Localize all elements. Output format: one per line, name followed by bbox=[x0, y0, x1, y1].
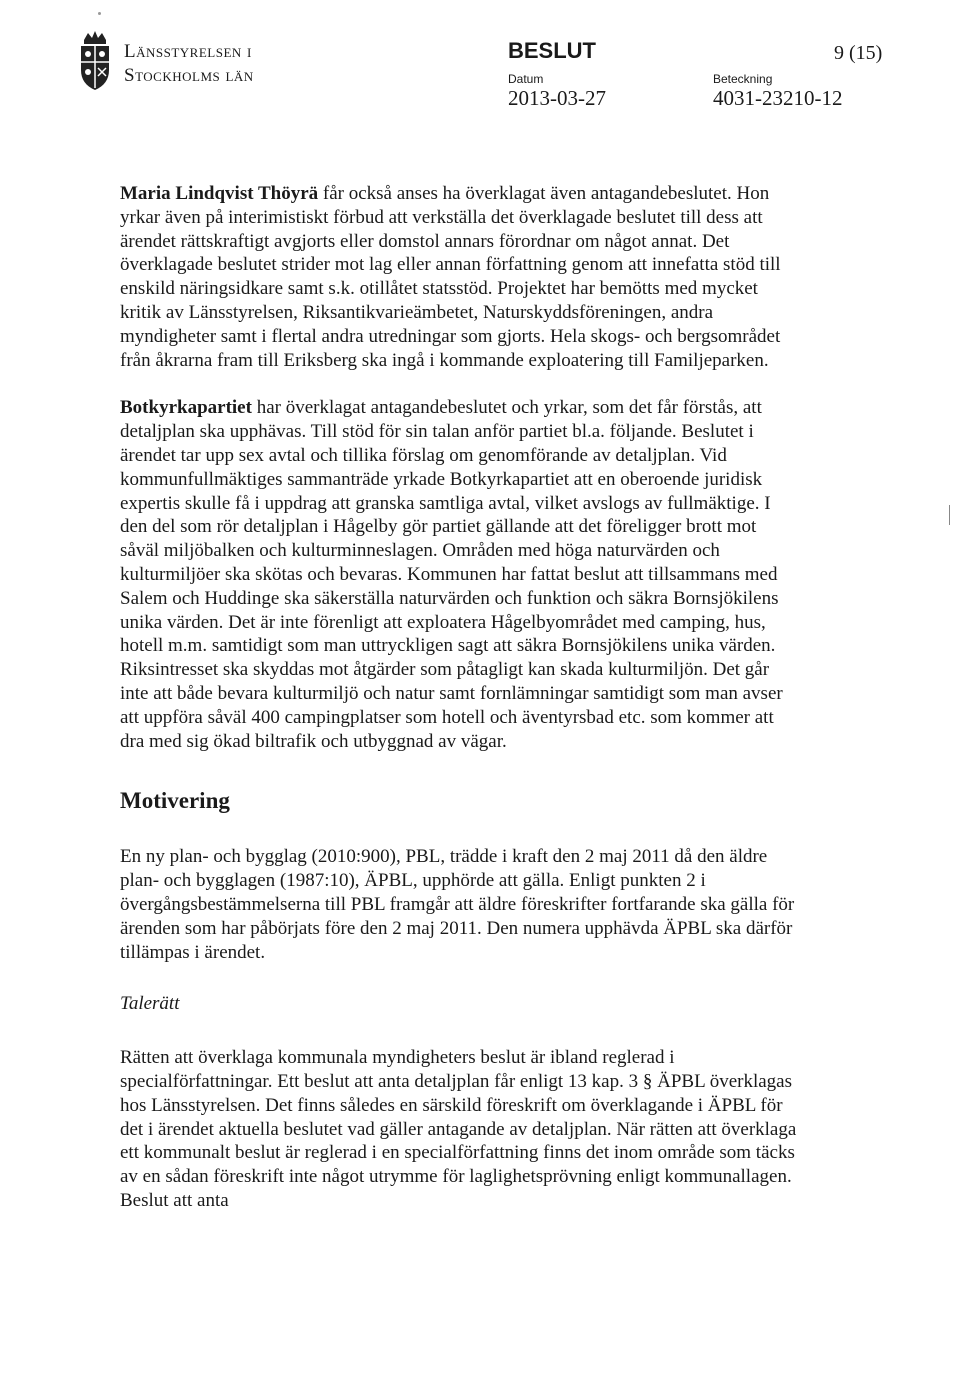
margin-mark bbox=[949, 505, 950, 525]
paragraph-text: får också anses ha överklagat även antagandebeslutet. Hon yrkar även på interimistiskt förbud att verkställa det överklagade beslutet till dess att ärendet rättskraftigt avgjorts eller domstol annars förordnar om något annat. Det överklagade beslutet strider mot lag eller annan författning genom att innefatta stöd till enskild näringsidkare samt s.k. otillåtet statsstöd. Projektet har bemötts med mycket kritik av Länsstyrelsen, Riksantikvarieämbetet, Naturskyddsföreningen, andra myndigheter samt i flertal andra utredningar som gjorts. Hela skogs- och bergsområdet från åkrarna fram till Eriksberg ska ingå i kommande exploatering till Familjeparken. bbox=[120, 183, 781, 371]
paragraph-lindqvist bbox=[120, 182, 800, 372]
document-type: BESLUT bbox=[508, 38, 596, 63]
authority-name bbox=[124, 40, 254, 88]
reference-label: Beteckning bbox=[713, 72, 773, 86]
date-value: 2013-03-27 bbox=[508, 86, 606, 110]
paragraph-botkyrkapartiet bbox=[120, 396, 800, 753]
subsection-heading: Talerätt bbox=[120, 993, 180, 1015]
paragraph-text: har överklagat antagandebeslutet och yrkar, som det får förstås, att detaljplan ska upphävas. Till stöd för sin talan anför partiet bl.a. följande. Beslutet i ärendet tar upp sex avtal och tillika förslag om genomförande av detaljplan. Vid kommunfullmäktiges sammanträde yrkade Botkyrkapartiet att en oberoende juridisk expertis skulle få i uppdrag att granska samtliga avtal, vilket avslogs av fullmäktige. I den del som rör detaljplan i Hågelby gör partiet gällande att det föreligger brott mot såväl miljöbalken och kulturminneslagen. Områden med höga naturvärden och kulturmiljöer ska skötas och bevaras. Kommunen har fattat beslut att tillsammans med Salem och Huddinge ska säkerställa naturvärden och funktion och säkra Bornsjökilens unika värden. Det är inte förenligt att exploatera Hågelbyområdet med camping, hus, hotell m.m. samtidigt som man uttryckligen sagt att säkra Bornsjökilens unika värden. Riksintresset ska skyddas mot åtgärder som påtagligt kan skada kulturmiljön. Det går inte att både bevara kulturmiljö och natur samt fornlämningar samtidigt som man avser att uppföra såväl 400 campingplatser som hotell och äventyrsbad etc. som kommer att dra med sig ökad biltrafik och utbyggnad av vägar. bbox=[120, 397, 783, 752]
page-number: 9 (15) bbox=[834, 42, 883, 64]
appellant-name: Botkyrkapartiet bbox=[120, 397, 252, 419]
coat-of-arms-icon bbox=[78, 30, 112, 92]
paragraph-pbl: En ny plan- och bygglag (2010:900), PBL, trädde i kraft den 2 maj 2011 då den äldre plan- och bygglagen (1987:10), ÄPBL, upphörde att gälla. Enligt punkten 2 i övergångsbestämmelserna till PBL framgår att äldre föreskrifter fortfarande ska gälla för ärenden som har påbörjats före den 2 maj 2011. Den numera upphävda ÄPBL ska därför tillämpas i ärendet. bbox=[120, 846, 795, 963]
reference-value: 4031-23210-12 bbox=[713, 86, 843, 110]
scan-dot bbox=[98, 12, 101, 15]
appellant-name: Maria Lindqvist Thöyrä bbox=[120, 183, 319, 204]
authority-line-2: Stockholms län bbox=[124, 65, 254, 86]
date-label: Datum bbox=[508, 72, 544, 86]
authority-line-1: Länsstyrelsen i bbox=[124, 41, 252, 62]
paragraph-talerätt: Rätten att överklaga kommunala myndigheters beslut är ibland reglerad i specialförfattningar. Ett beslut att anta detaljplan får enligt 13 kap. 3 § ÄPBL överklagas hos Länsstyrelsen. Det finns således en särskild föreskrift om överklagande i ÄPBL för det i ärendet aktuella beslutet vad gäller antagande av detaljplan. När rätten att överklaga ett kommunalt beslut är reglerad i en specialförfattning finns det inom område som täcks av en sådan föreskrift inte något utrymme för laglighetsprövning enligt kommunallagen. Beslut att anta bbox=[120, 1047, 797, 1211]
document-body bbox=[120, 182, 800, 1213]
section-heading: Motivering bbox=[120, 788, 230, 814]
